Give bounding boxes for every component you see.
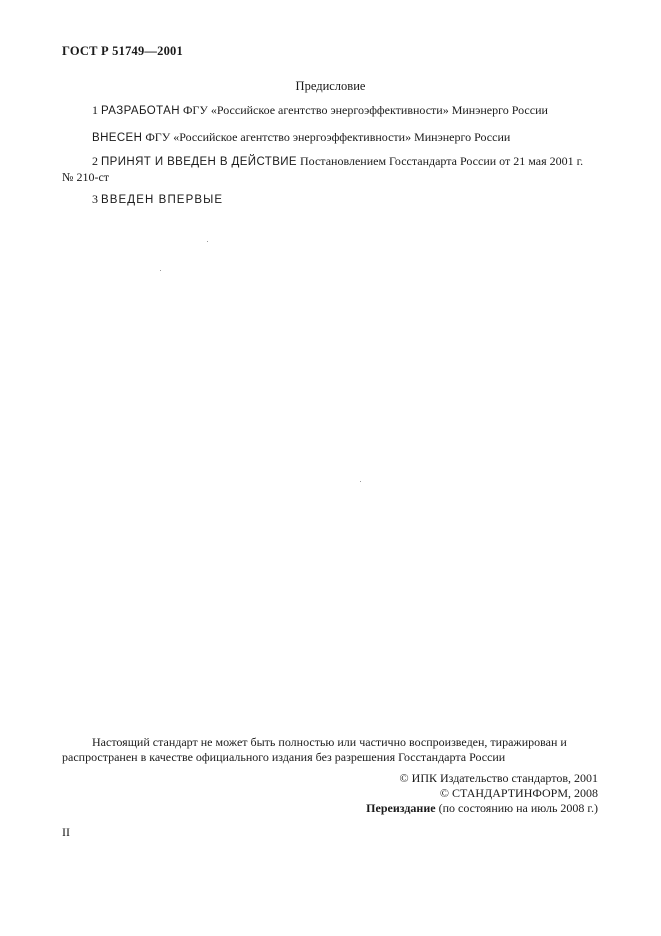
page-number: II — [62, 825, 70, 839]
notice-line: Настоящий стандарт не может быть полностью или частично воспроизведен, тиражирован и — [92, 735, 567, 749]
notice-line: распространен в качестве официального издания без разрешения Госстандарта России — [62, 750, 506, 764]
item-caps-label: ВВЕДЕН ВПЕРВЫЕ — [101, 194, 224, 206]
item-text: ФГУ «Российское агентство энергоэффективности» Минэнерго России — [179, 103, 548, 117]
item-caps-label: ВНЕСЕН — [92, 132, 143, 144]
preface-title: Предисловие — [295, 79, 366, 93]
item-caps-label: ПРИНЯТ И ВВЕДЕН В ДЕЙСТВИЕ — [101, 156, 298, 168]
scan-speck — [160, 270, 161, 271]
preface-item-first-introduced — [92, 192, 223, 208]
reissue-date: (по состоянию на июль 2008 г.) — [435, 801, 598, 815]
copyright-standartinform: © СТАНДАРТИНФОРМ, 2008 — [439, 786, 598, 800]
copyright-notice — [62, 735, 598, 765]
reissue-label: Переиздание — [366, 801, 436, 815]
item-number: 2 — [92, 154, 98, 168]
item-first-line — [62, 154, 602, 170]
document-code: ГОСТ Р 51749—2001 — [62, 44, 183, 58]
item-caps-label: РАЗРАБОТАН — [101, 105, 180, 117]
item-continuation: № 210-ст — [62, 170, 110, 184]
reissue-line — [366, 801, 598, 816]
item-number: 3 — [92, 192, 98, 206]
preface-item-introduced — [92, 130, 510, 146]
item-number: 1 — [92, 103, 98, 117]
copyright-ipk: © ИПК Издательство стандартов, 2001 — [399, 771, 598, 785]
item-text: Постановлением Госстандарта России от 21 мая 2001 г. — [297, 154, 584, 168]
preface-item-developed — [92, 103, 548, 119]
scan-speck — [360, 481, 361, 482]
item-text: ФГУ «Российское агентство энергоэффективности» Минэнерго России — [142, 130, 511, 144]
preface-item-adopted — [62, 154, 602, 185]
scan-speck — [207, 241, 208, 242]
